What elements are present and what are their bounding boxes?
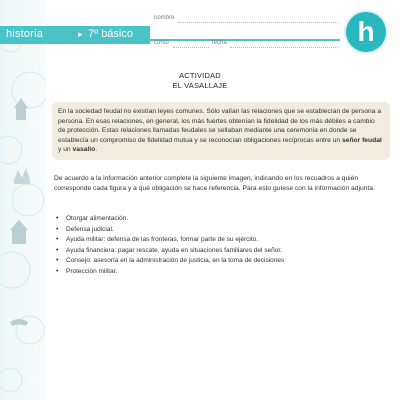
list-item-text: Defensa judicial.: [66, 225, 114, 233]
medieval-decoration-icon: [0, 0, 46, 400]
grade-label: 7º básico: [88, 28, 133, 40]
info-box: [52, 102, 390, 160]
info-text: y un: [58, 146, 73, 154]
bullet-icon: •: [56, 215, 59, 222]
info-text: En la sociedad feudal no existían leyes comunes. Sólo valían las relaciones que se establecían de persona a persona. En esas relaciones, en general, los más fuertes obtenían la fidelidad de los más débiles a cambio de protección. Estas relaciones llamadas feudales se sellaban mediante una ceremonia en donde se establecía un compromiso de fidelidad mutua y se reconocían obligaciones recíprocas entre un: [58, 108, 382, 144]
activity-title: ACTIVIDAD: [179, 71, 221, 80]
list-item-text: Ayuda militar: defensa de las fronteras, formar parte de su ejército.: [66, 236, 259, 243]
course-field[interactable]: [173, 47, 209, 48]
bullet-icon: •: [56, 246, 59, 254]
list-item: [54, 267, 384, 278]
name-field[interactable]: [178, 22, 338, 23]
bullet-icon: •: [56, 257, 59, 264]
bullet-icon: •: [56, 236, 59, 243]
name-field-label: nombre: [154, 15, 175, 21]
history-logo-icon: h: [346, 12, 386, 52]
instructions-text: De acuerdo a la información anterior complete la siguiente imagen, indicando en los recuadros a quién corresponde cada figura y a qué obligación se hace referencia. Para esto guíese con la información adjunta.: [54, 175, 375, 192]
info-bold-term: vasallo: [72, 146, 96, 154]
course-field-label: curso: [154, 40, 169, 46]
list-item: [54, 235, 384, 246]
activity-subtitle: EL VASALLAJE: [172, 81, 228, 90]
list-item-text: Protección militar.: [66, 267, 118, 275]
list-item: [54, 214, 384, 225]
decorative-side-strip: [0, 0, 46, 400]
bullet-icon: •: [56, 225, 59, 233]
date-field[interactable]: [230, 47, 338, 48]
list-item: [54, 256, 384, 267]
list-item-text: Otorgar alimentación.: [66, 215, 129, 222]
header-divider: [150, 39, 340, 41]
list-item-text: Consejo: asesoría en la administración de justicia, en la toma de decisiones: [66, 257, 285, 264]
bullet-icon: •: [56, 267, 59, 275]
info-text: .: [95, 146, 98, 154]
list-item-text: Ayuda financiera: pagar rescate, ayuda en situaciones familiares del señor.: [66, 246, 282, 254]
list-item: [54, 225, 384, 236]
subject-label: historia: [6, 28, 44, 40]
info-bold-term: señor feudal: [342, 136, 382, 144]
date-field-label: fecha: [212, 40, 227, 46]
list-item: [54, 246, 384, 257]
caret-right-icon: ▸: [78, 29, 83, 39]
obligations-list: [54, 214, 384, 277]
subject-header-bar: [0, 26, 150, 44]
